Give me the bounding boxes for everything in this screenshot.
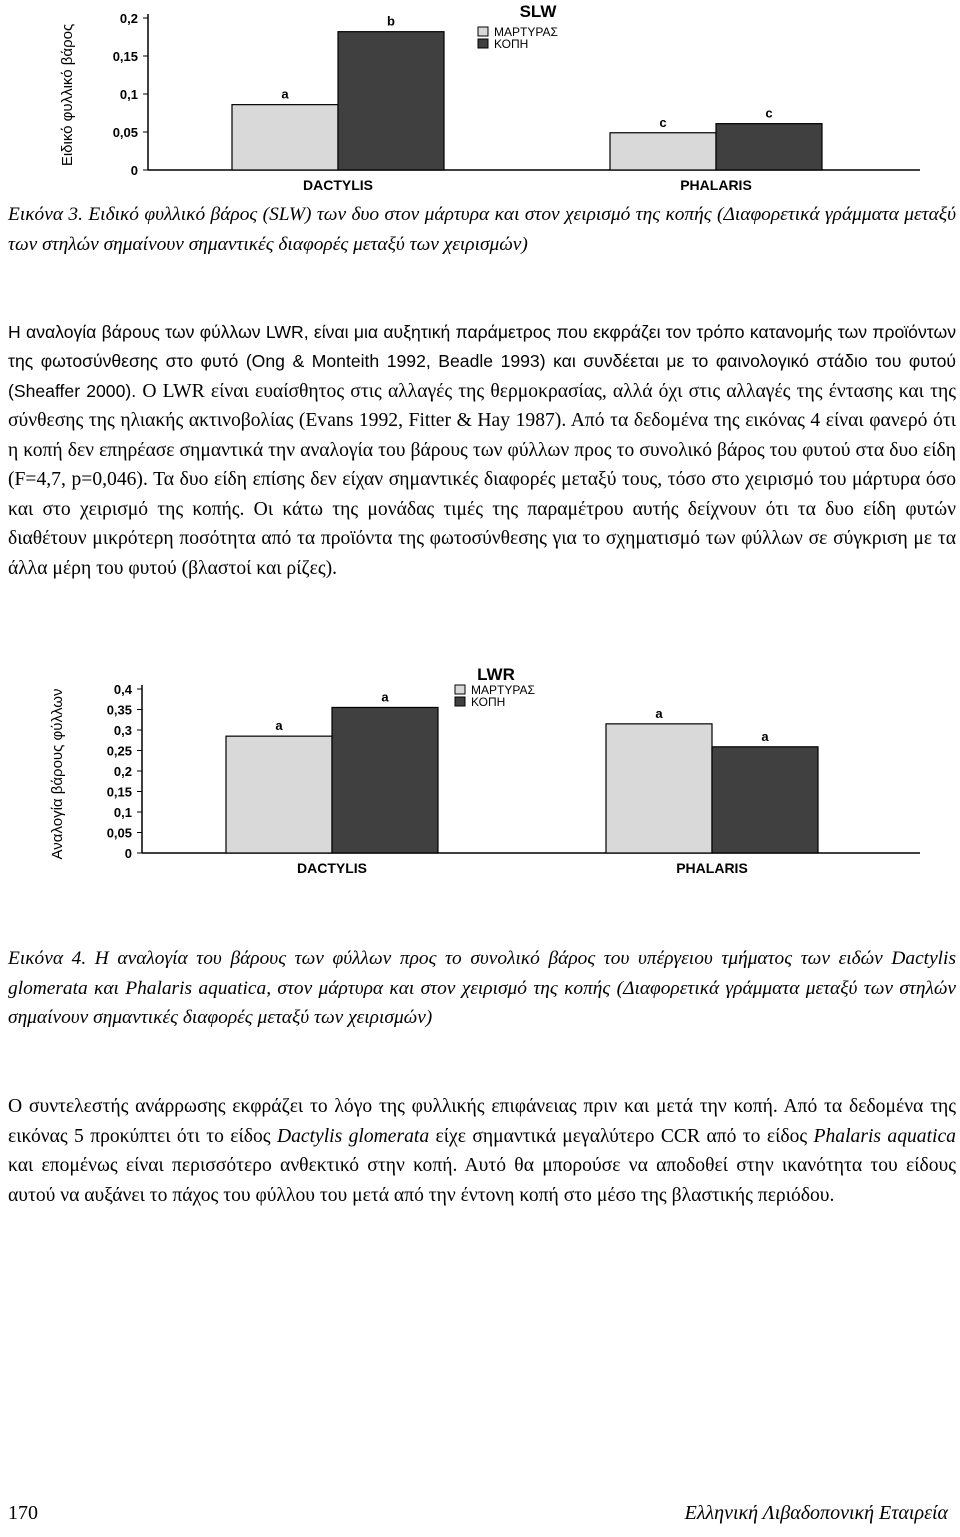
y-tick-label: 0,4 [113, 682, 132, 697]
legend-label: ΜΑΡΤΥΡΑΣ [494, 25, 558, 39]
figure-4-caption [8, 944, 956, 1033]
slw-chart [0, 0, 960, 200]
y-tick-label: 0 [130, 163, 138, 178]
bar [226, 736, 332, 853]
publisher-name: Ελληνική Λιβαδοπονική Εταιρεία [684, 1502, 948, 1524]
x-category-label: PHALARIS [676, 860, 748, 876]
figure-4-label: Εικόνα 4. [8, 948, 87, 969]
bar [716, 124, 822, 170]
bar-significance-label: a [381, 689, 389, 705]
chart-title: LWR [477, 665, 515, 684]
bar-significance-label: c [765, 105, 773, 121]
y-tick-label: 0,1 [119, 87, 138, 102]
y-axis-title: Ειδικό φυλλικό βάρος [59, 23, 76, 167]
bar [332, 707, 438, 853]
y-tick-label: 0,35 [106, 702, 132, 718]
legend-swatch [478, 39, 488, 48]
paragraph-ccr-b: είχε σημαντικά μεγαλύτερο CCR από το είδος [429, 1125, 814, 1147]
chart-title: SLW [519, 2, 557, 21]
bar-significance-label: a [761, 728, 769, 744]
y-tick-label: 0,1 [113, 805, 132, 820]
y-tick-label: 0,05 [112, 125, 138, 140]
y-tick-label: 0,15 [106, 784, 132, 800]
bar-significance-label: b [387, 13, 395, 29]
legend-label: ΚΟΠΗ [494, 37, 529, 51]
y-tick-label: 0,25 [106, 743, 132, 759]
bar [338, 32, 444, 170]
legend-swatch [455, 697, 465, 706]
y-axis-title: Αναλογία βάρους φύλλων [49, 688, 66, 860]
legend-swatch [478, 27, 488, 36]
bar-significance-label: c [659, 114, 667, 130]
bar [610, 133, 716, 170]
y-tick-label: 0,15 [112, 49, 138, 64]
page-number: 170 [8, 1502, 38, 1524]
y-tick-label: 0 [124, 846, 132, 861]
y-tick-label: 0,2 [119, 11, 138, 26]
bar [712, 747, 818, 853]
paragraph-lwr-a: Η αναλογία βάρους των φύλλων LWR, είναι μια αυξητική παράμετρος που εκφράζει τον τρόπο κατανομής των προϊόντων της φωτοσύνθεσης στο φυτό (Ong & Monteith 1992, Beadle 1993) και συνδέεται με το φαινολογικό στάδιο του φυτού (Sheaffer 2000). [8, 322, 956, 401]
paragraph-lwr-b: Ο LWR είναι ευαίσθητος στις αλλαγές της θερμοκρασίας, αλλά όχι στις αλλαγές της έντασης και της σύνθεσης της ηλιακής ακτινοβολίας (Evans 1992, Fitter & Hay 1987). Από τα δεδομένα της εικόνας 4 είναι φανερό ότι η κοπή δεν επηρέασε σημαντικά την αναλογία του βάρους των φύλλων προς το συνολικό βάρος του φυτού στα δυο είδη (F=4,7, p=0,046). Τα δυο είδη επίσης δεν είχαν σημαντικές διαφορές μεταξύ τους, τόσο στο χειρισμό του μάρτυρα όσο και στο χειρισμό της κοπής. Οι κάτω της μονάδας τιμές της παραμέτρου αυτής δείχνουν ότι τα δυο είδη φυτών διαθέτουν μικρότερη ποσότητα από τα προϊόντα της φωτοσύνθεσης για το σχηματισμό των φύλλων σε σύγκριση με τα άλλα μέρη του φυτού (βλαστοί και ρίζες). [8, 380, 956, 579]
slw-chart-svg [0, 0, 960, 200]
legend-label: ΜΑΡΤΥΡΑΣ [471, 683, 535, 697]
x-category-label: PHALARIS [680, 177, 752, 193]
paragraph-lwr [8, 318, 956, 583]
species-phalaris: Phalaris aquatica [813, 1125, 956, 1147]
figure-3-label: Εικόνα 3. [8, 204, 83, 225]
figure-4-text: Η αναλογία του βάρους των φύλλων προς το συνολικό βάρος του υπέργειου τμήματος των ειδών Dactylis glomerata και Phalaris aquatica, στον μάρτυρα και στον χειρισμό της κοπής (Διαφορετικά γράμματα μεταξύ των στηλών σημαίνουν σημαντικές διαφορές μεταξύ των χειρισμών) [8, 948, 956, 1028]
y-tick-label: 0,2 [113, 764, 132, 779]
x-category-label: DACTYLIS [297, 860, 367, 876]
bar [232, 105, 338, 170]
paragraph-ccr-c: και επομένως είναι περισσότερο ανθεκτικό στην κοπή. Αυτό θα μπορούσε να αποδοθεί στην ικανότητα του είδους αυτού να αυξάνει το πάχος του φύλλου του μετά από την έντονη κοπή στο μέσο της βλαστικής περιόδου. [8, 1155, 956, 1206]
bar-significance-label: a [281, 86, 289, 102]
y-tick-label: 0,05 [106, 825, 132, 841]
figure-3-caption [8, 200, 956, 259]
bar-significance-label: a [275, 718, 283, 734]
bar [606, 724, 712, 853]
legend-swatch [455, 685, 465, 694]
lwr-chart-svg [0, 660, 960, 900]
figure-3-text: Ειδικό φυλλικό βάρος (SLW) των δυο στον μάρτυρα και στον χειρισμό της κοπής (Διαφορετικά γράμματα μεταξύ των στηλών σημαίνουν σημαντικές διαφορές μεταξύ των χειρισμών) [8, 204, 956, 255]
paragraph-ccr [8, 1092, 956, 1210]
y-tick-label: 0,3 [113, 723, 132, 738]
paragraph-ccr-a: Ο συντελεστής ανάρρωσης εκφράζει το λόγο της φυλλικής επιφάνειας πριν και μετά την κοπή. Από τα δεδομένα της εικόνας 5 προκύπτει ότι το είδος [8, 1096, 956, 1147]
x-category-label: DACTYLIS [303, 177, 373, 193]
bar-significance-label: a [655, 705, 663, 721]
lwr-chart [0, 660, 960, 900]
species-dactylis: Dactylis glomerata [276, 1125, 430, 1147]
legend-label: ΚΟΠΗ [471, 695, 506, 709]
